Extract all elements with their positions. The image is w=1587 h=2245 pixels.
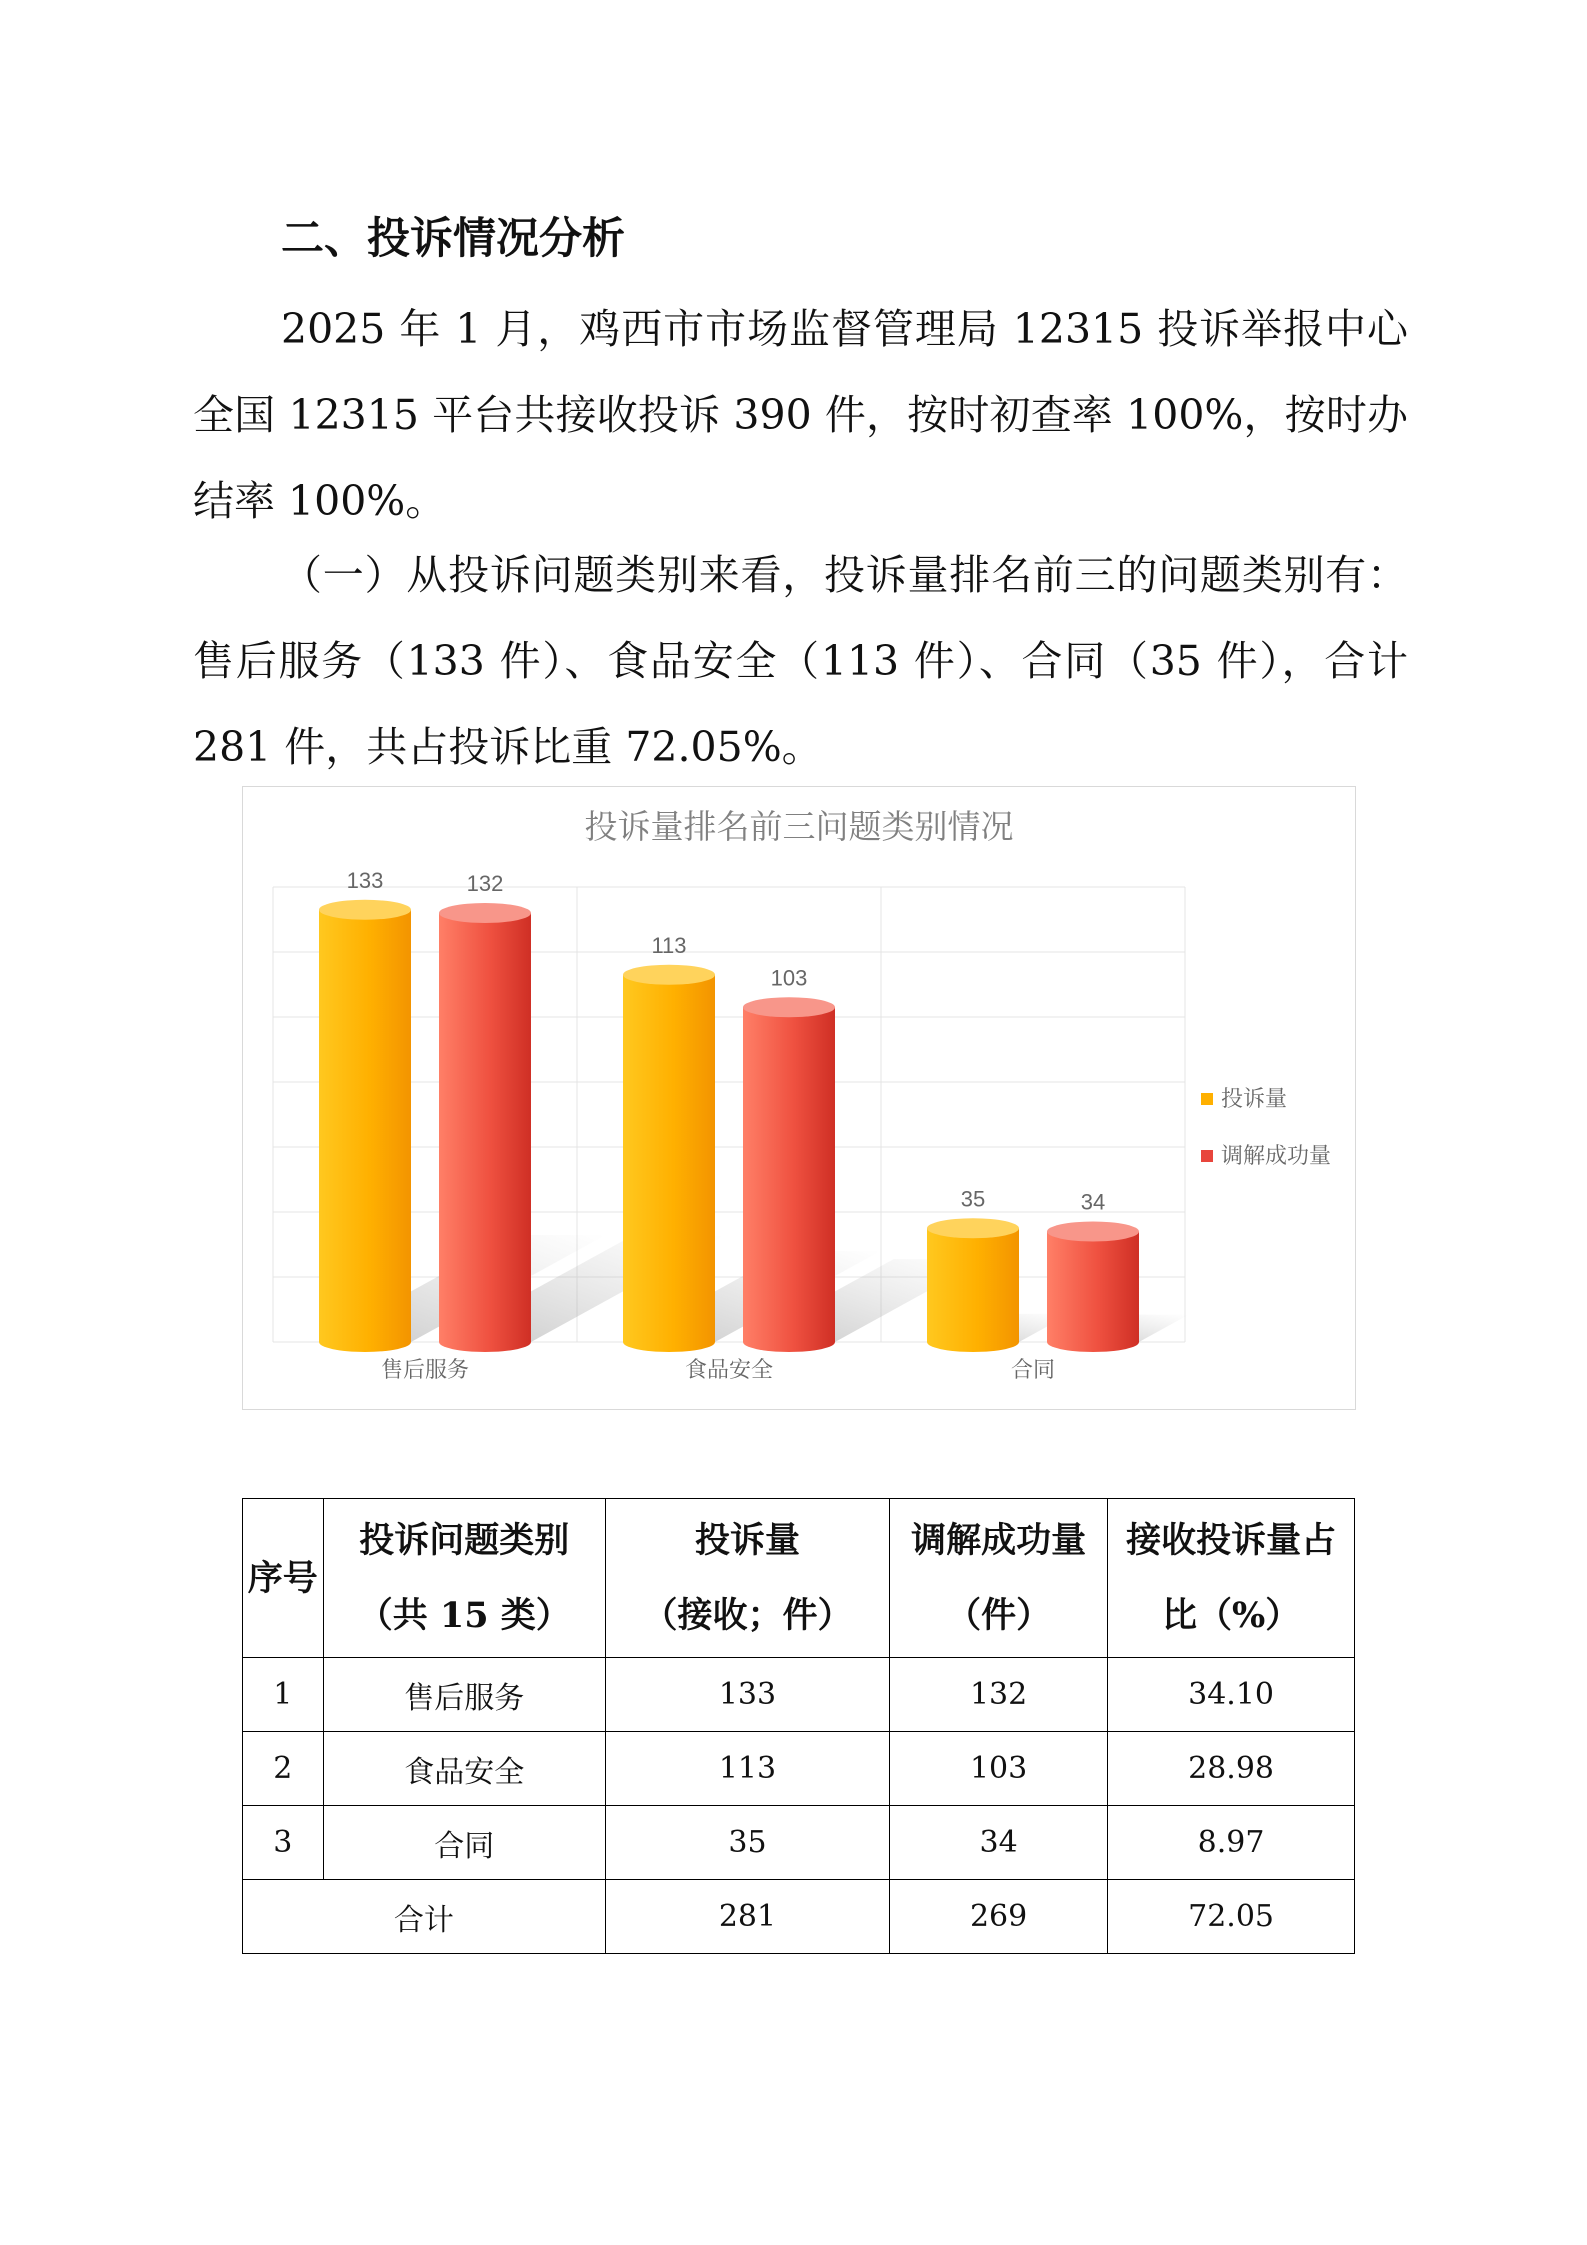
data-label: 103 [770,965,808,991]
total-complaints: 281 [605,1880,889,1954]
row-category: 合同 [323,1806,605,1880]
bar-base [623,1332,715,1352]
bar-base [743,1332,835,1352]
header-mediation: 调解成功量 （件） [890,1499,1108,1658]
row-share: 28.98 [1108,1732,1355,1806]
header-complaints: 投诉量 （接收；件） [605,1499,889,1658]
total-label: 合计 [243,1880,606,1954]
bar-top [623,965,715,985]
bar-mediation [1047,1232,1139,1343]
row-share: 34.10 [1108,1658,1355,1732]
row-mediation: 34 [890,1806,1108,1880]
row-category: 食品安全 [323,1732,605,1806]
row-complaints: 35 [605,1806,889,1880]
data-label: 113 [651,932,687,958]
data-label: 35 [960,1186,986,1212]
category-label: 食品安全 [684,1358,774,1383]
chart-container [242,786,1356,1410]
chart-title: 投诉量排名前三问题类别情况 [584,808,1014,845]
row-complaints: 133 [605,1658,889,1732]
row-index: 2 [243,1732,324,1806]
row-mediation: 103 [890,1732,1108,1806]
header-share: 接收投诉量占 比（%） [1108,1499,1355,1658]
legend-label-mediation: 调解成功量 [1221,1144,1332,1169]
legend-swatch-mediation [1201,1150,1213,1162]
row-mediation: 132 [890,1658,1108,1732]
table-row [243,1806,1355,1880]
bar-top [927,1218,1019,1238]
summary-paragraph: 2025 年 1 月，鸡西市市场监督管理局 12315 投诉举报中心全国 12315 平台共接收投诉 390 件，按时初查率 100%，按时办结率 100%。 [193,305,1408,525]
bar-top [319,900,411,920]
category-label: 售后服务 [380,1358,470,1383]
table-total-row [243,1880,1355,1954]
bar-mediation [743,1007,835,1342]
table-row [243,1732,1355,1806]
complaint-table [242,1498,1355,1954]
data-label: 34 [1080,1189,1106,1215]
table-header-row [243,1499,1355,1658]
bar-top [439,903,531,923]
legend-swatch-complaints [1201,1093,1213,1105]
row-index: 3 [243,1806,324,1880]
header-index: 序号 [243,1499,324,1658]
table-row [243,1658,1355,1732]
header-category: 投诉问题类别 （共 15 类） [323,1499,605,1658]
row-complaints: 113 [605,1732,889,1806]
data-label: 132 [466,871,504,896]
bar-base [319,1332,411,1352]
bar-top [743,997,835,1017]
bar-mediation [439,913,531,1342]
chart-legend [1201,1087,1331,1169]
row-index: 1 [243,1658,324,1732]
bar-base [439,1332,531,1352]
section-heading: 二、投诉情况分析 [281,214,625,264]
bar-base [1047,1332,1139,1352]
row-category: 售后服务 [323,1658,605,1732]
bar-complaints [927,1228,1019,1342]
bar-top [1047,1222,1139,1242]
legend-label-complaints: 投诉量 [1221,1087,1288,1112]
bar-base [927,1332,1019,1352]
category-paragraph: （一）从投诉问题类别来看，投诉量排名前三的问题类别有：售后服务（133 件）、食品安全（113 件）、合同（35 件），合计 281 件，共占投诉比重 72.05%。 [193,551,1408,771]
total-mediation: 269 [890,1880,1108,1954]
category-label: 合同 [1010,1358,1056,1383]
data-label: 133 [346,867,384,893]
bar-complaints [319,910,411,1342]
row-share: 8.97 [1108,1806,1355,1880]
total-share: 72.05 [1108,1880,1355,1954]
bar-complaints [623,975,715,1342]
complaint-chart [243,787,1355,1409]
